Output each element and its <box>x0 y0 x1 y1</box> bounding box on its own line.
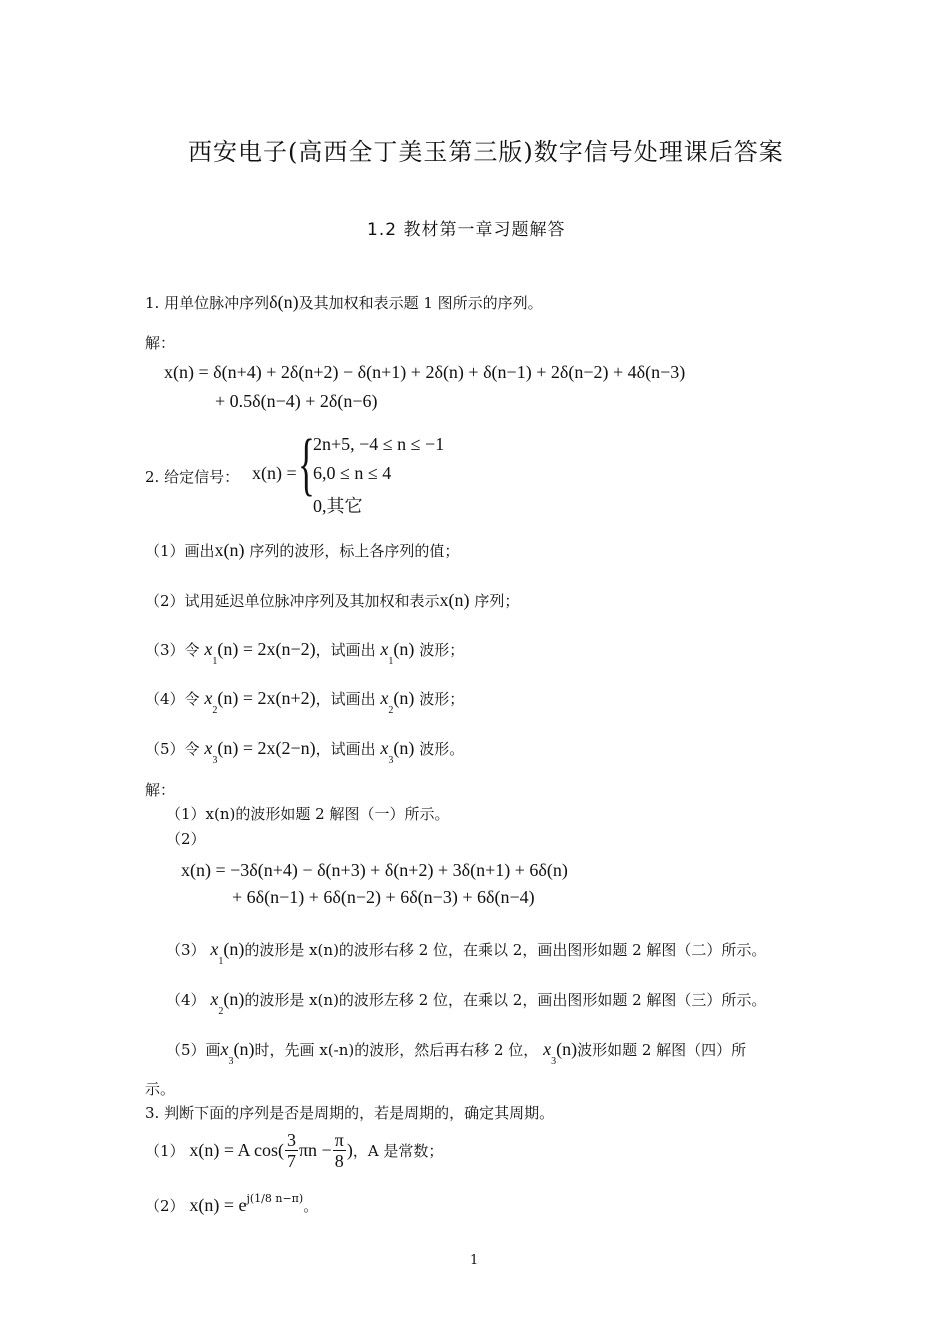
q2-p4-a: （4）令 <box>145 690 200 708</box>
fraction-pi-8: $\frac{\pi}{8}$ <box>334 1130 344 1171</box>
q2-p1-math: x(n) <box>214 540 245 560</box>
q2-p3-c: (n) <box>393 639 415 659</box>
q2-p3-math: (n) = 2x(n−2) <box>217 639 316 659</box>
q2-solution-2-eq-2: + 6δ(n−1) + 6δ(n−2) + 6δ(n−3) + 6δ(n−4) <box>232 887 535 907</box>
q2-p4-math: (n) = 2x(n+2) <box>217 688 316 708</box>
q2-s4-math: (n) <box>223 989 245 1009</box>
q2-lhs: x(n) = <box>252 463 297 483</box>
page-number: 1 <box>470 1253 479 1268</box>
curly-brace-icon: { <box>298 426 315 503</box>
q2-p3-b: ，试画出 <box>315 641 376 659</box>
q2-part-1 <box>145 540 459 561</box>
q2-s4-b: 的波形是 x(n)的波形左移 2 位，在乘以 2，画出图形如题 2 解图（三）所示。 <box>244 991 767 1009</box>
q3-p1-a: （1） <box>145 1142 185 1160</box>
q2-solution-5-cont: 示。 <box>145 1080 176 1098</box>
q3-part-1 <box>145 1130 443 1170</box>
q3-part-2 <box>145 1192 319 1216</box>
q2-solution-1: （1）x(n)的波形如题 2 解图（一）所示。 <box>166 805 450 823</box>
q2-solution-2-label: （2） <box>166 830 206 848</box>
q3-p2-a: （2） <box>145 1197 185 1215</box>
q2-p5-d: 波形。 <box>419 740 465 758</box>
q3-p1-b: ，A 是常数； <box>352 1142 444 1160</box>
q2-s5-c: (n) <box>556 1039 578 1059</box>
q2-solution-label: 解： <box>145 781 176 799</box>
q2-p2-b: 序列； <box>474 592 520 610</box>
q2-solution-3: （3） $x_1(n)$的波形是 x(n)的波形右移 2 位，在乘以 2，画出图形如题 2 解图（二）所示。 <box>166 939 767 967</box>
q2-solution-5: （5）画$x_3(n)$时，先画 x(-n)的波形，然后再右移 2 位， $x_3(n)$波形如题 2 解图（四）所 <box>166 1039 747 1067</box>
q1-delta: δ(n) <box>269 292 299 312</box>
page-title: 西安电子(高西全丁美玉第三版)数字信号处理课后答案 <box>188 138 784 166</box>
q3-p2-b: 。 <box>303 1197 319 1215</box>
q2-label: 2. 给定信号： <box>145 468 240 486</box>
q2-p5-b: ，试画出 <box>315 740 376 758</box>
q2-s4-a: （4） <box>166 991 206 1009</box>
q2-part-4: （4）令 $x_2(n) = 2x(n+2)$，试画出 $x_2(n)$ 波形； <box>145 688 465 716</box>
q2-p3-d: 波形； <box>419 641 465 659</box>
q1-text-b: 及其加权和表示题 1 图所示的序列。 <box>298 294 543 312</box>
q2-p1-a: （1）画出 <box>145 542 215 560</box>
q2-solution-2-eq-1: x(n) = −3δ(n+4) − δ(n+3) + δ(n+2) + 3δ(n+1) + 6δ(n) <box>181 860 568 880</box>
question-1 <box>145 292 543 313</box>
q2-p5-a: （5）令 <box>145 740 200 758</box>
q2-p4-b: ，试画出 <box>315 690 376 708</box>
q3-p2-exponent: j(1/8 n−π) <box>246 1192 304 1205</box>
q2-part-3: （3）令 $x_1(n) = 2x(n-2)$，试画出 $x_1(n)$ 波形； <box>145 639 465 667</box>
question-3: 3. 判断下面的序列是否是周期的，若是周期的，确定其周期。 <box>145 1104 555 1122</box>
q2-p4-c: (n) <box>393 688 415 708</box>
q3-p2-lhs: x(n) = e <box>189 1195 247 1215</box>
q2-p2-a: （2）试用延迟单位脉冲序列及其加权和表示 <box>145 592 440 610</box>
q2-p1-b: 序列的波形，标上各序列的值； <box>249 542 460 560</box>
q3-p1-mid: πn − <box>298 1140 332 1160</box>
fraction-3-7: $\frac{3}{7}$ <box>286 1130 296 1171</box>
q1-equation-line-2: + 0.5δ(n−4) + 2δ(n−6) <box>215 391 378 411</box>
q2-s3-a: （3） <box>166 941 206 959</box>
q1-equation-line-1: x(n) = δ(n+4) + 2δ(n+2) − δ(n+1) + 2δ(n) + δ(n−1) + 2δ(n−2) + 4δ(n−3) <box>164 362 686 382</box>
q3-p1-lhs: x(n) = A cos( <box>189 1140 284 1160</box>
q2-s3-math: (n) <box>223 939 245 959</box>
q2-p3-a: （3）令 <box>145 641 200 659</box>
section-heading: 1.2 教材第一章习题解答 <box>367 220 566 240</box>
q1-text-a: 1. 用单位脉冲序列 <box>145 294 270 312</box>
q1-solution-label: 解： <box>145 334 176 352</box>
q2-s5-a: （5）画 <box>166 1041 221 1059</box>
q2-s5-b: 时，先画 x(-n)的波形，然后再右移 2 位， <box>254 1041 539 1059</box>
q2-solution-4: （4） $x_2(n)$的波形是 x(n)的波形左移 2 位，在乘以 2，画出图形如题 2 解图（三）所示。 <box>166 989 767 1017</box>
q2-s3-b: 的波形是 x(n)的波形右移 2 位，在乘以 2，画出图形如题 2 解图（二）所示。 <box>244 941 767 959</box>
q2-case-1: 2n+5, −4 ≤ n ≤ −1 <box>313 434 445 454</box>
q2-p5-c: (n) <box>393 738 415 758</box>
q2-part-2 <box>145 590 519 611</box>
q2-s5-d: 波形如题 2 解图（四）所 <box>577 1041 747 1059</box>
q3-p1-close: ) <box>346 1140 353 1160</box>
q2-p5-math: (n) = 2x(2−n) <box>217 738 316 758</box>
q2-p4-d: 波形； <box>419 690 465 708</box>
q2-p2-math: x(n) <box>439 590 470 610</box>
q2-case-3: 0,其它 <box>313 496 363 516</box>
q2-s5-math: (n) <box>233 1039 255 1059</box>
q2-case-2: 6,0 ≤ n ≤ 4 <box>313 463 392 483</box>
q2-part-5: （5）令 $x_3(n) = 2x(2-n)$，试画出 $x_3(n)$ 波形。 <box>145 738 465 766</box>
